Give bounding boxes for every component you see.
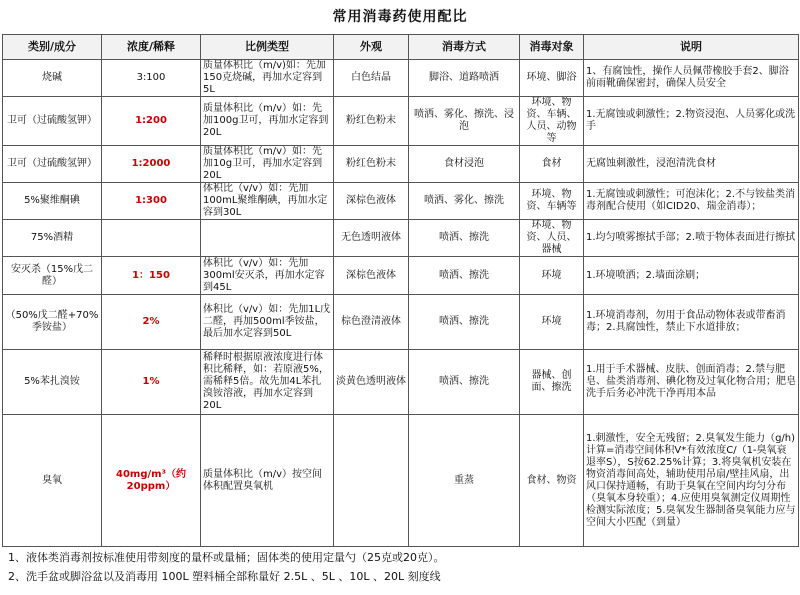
page-title: 常用消毒药使用配比 <box>332 9 468 25</box>
target-cell: 环境、物资、人员、器械 <box>520 220 584 257</box>
header-target: 消毒对象 <box>520 35 584 60</box>
note-cell: 1.均匀喷雾擦拭手部；2.喷于物体表面进行擦拭 <box>584 220 799 257</box>
table-row <box>3 350 799 415</box>
ratio-type-cell: 稀释时根据原液浓度进行体积比稀释，如：若原液5%，需稀释5倍。故先加4L苯扎溴铵溶液，再加水定容到20L <box>201 350 334 415</box>
appearance-cell: 淡黄色透明液体 <box>334 350 409 415</box>
method-cell: 喷洒、雾化、擦洗 <box>409 183 520 220</box>
method-cell: 重蒸 <box>409 415 520 547</box>
method-cell: 脚浴、道路喷洒 <box>409 60 520 97</box>
appearance-cell: 白色结晶 <box>334 60 409 97</box>
target-cell: 环境 <box>520 295 584 350</box>
note-cell: 1.环境消毒剂，勿用于食品动物体表或带畜消毒；2.具腐蚀性，禁止下水道排放； <box>584 295 799 350</box>
ratio-type-cell: 质量体积比（m/v)如：先加150克烧碱，再加水定容到5L <box>201 60 334 97</box>
note-cell: 1.无腐蚀或刺激性；2.物资浸泡、人员雾化或洗手 <box>584 97 799 146</box>
target-cell: 环境 <box>520 257 584 295</box>
appearance-cell: 深棕色液体 <box>334 183 409 220</box>
table-row <box>3 60 799 97</box>
concentration-cell: 1：150 <box>102 257 201 295</box>
target-cell: 器械、创面、擦洗 <box>520 350 584 415</box>
ratio-type-cell: 质量体积比（m/v）如：先加100g卫可，再加水定容到20L <box>201 97 334 146</box>
appearance-cell <box>334 415 409 547</box>
concentration-cell: 1:2000 <box>102 146 201 183</box>
table-row <box>3 146 799 183</box>
concentration-cell: 3:100 <box>102 60 201 97</box>
footnote: 1、液体类消毒剂按标准使用带刻度的量杯或量桶；固体类的使用定量勺（25克或20克）。 <box>8 551 445 564</box>
header-concentration: 浓度/稀释 <box>102 35 201 60</box>
category-cell: 卫可（过硫酸氢钾） <box>3 146 102 183</box>
target-cell: 食材 <box>520 146 584 183</box>
method-cell: 喷洒、擦洗 <box>409 257 520 295</box>
header-row <box>3 35 799 60</box>
category-cell: 5%聚维酮碘 <box>3 183 102 220</box>
category-cell: 安灭杀（15%戊二醛） <box>3 257 102 295</box>
table-row <box>3 183 799 220</box>
category-cell: 75%酒精 <box>3 220 102 257</box>
category-cell: 烧碱 <box>3 60 102 97</box>
category-cell: 卫可（过硫酸氢钾） <box>3 97 102 146</box>
appearance-cell: 粉红色粉末 <box>334 97 409 146</box>
note-cell: 无腐蚀刺激性，浸泡清洗食材 <box>584 146 799 183</box>
concentration-cell: 1% <box>102 350 201 415</box>
concentration-cell: 2% <box>102 295 201 350</box>
table-row <box>3 97 799 146</box>
category-cell: （50%戊二醛+70%季铵盐） <box>3 295 102 350</box>
category-cell: 臭氧 <box>3 415 102 547</box>
target-cell: 环境、脚浴 <box>520 60 584 97</box>
note-cell: 1.环境喷洒；2.墙面涂刷； <box>584 257 799 295</box>
ratio-type-cell: 质量体积比（m/v）如：先加10g卫可，再加水定容到20L <box>201 146 334 183</box>
target-cell: 食材、物资 <box>520 415 584 547</box>
ratio-type-cell: 体积比（v/v）如：先加100mL聚维酮碘，再加水定容到30L <box>201 183 334 220</box>
appearance-cell: 无色透明液体 <box>334 220 409 257</box>
header-category: 类别/成分 <box>3 35 102 60</box>
ratio-type-cell: 体积比（v/v）如：先加300ml安灭杀，再加水定容到45L <box>201 257 334 295</box>
footnotes <box>8 548 445 586</box>
appearance-cell: 棕色澄清液体 <box>334 295 409 350</box>
concentration-cell: 40mg/m³（约20ppm） <box>102 415 201 547</box>
note-cell: 1.无腐蚀或刺激性；可泡沫化；2.不与铵盐类消毒剂配合使用（如CID20、瑞金消毒）； <box>584 183 799 220</box>
target-cell: 环境、物资、车辆等 <box>520 183 584 220</box>
target-cell: 环境、物资、车辆、人员、动物等 <box>520 97 584 146</box>
method-cell: 喷洒、雾化、擦洗、浸泡 <box>409 97 520 146</box>
concentration-cell: 1:200 <box>102 97 201 146</box>
ratio-type-cell <box>201 220 334 257</box>
note-cell: 1、有腐蚀性，操作人员佩带橡胶手套2、脚浴前雨靴确保密封，确保人员安全 <box>584 60 799 97</box>
method-cell: 喷洒、擦洗 <box>409 350 520 415</box>
footnote: 2、洗手盆或脚浴盆以及消毒用 100L 塑料桶全部称量好 2.5L 、5L 、10L 、20L 刻度线 <box>8 570 441 583</box>
concentration-cell: 1:300 <box>102 183 201 220</box>
method-cell: 喷洒、擦洗 <box>409 295 520 350</box>
disinfectant-table <box>2 34 799 547</box>
table-row <box>3 220 799 257</box>
table-row <box>3 295 799 350</box>
header-ratio-type: 比例类型 <box>201 35 334 60</box>
header-appearance: 外观 <box>334 35 409 60</box>
appearance-cell: 深棕色液体 <box>334 257 409 295</box>
concentration-cell <box>102 220 201 257</box>
note-cell: 1.用于手术器械、皮肤、创面消毒；2.禁与肥皂、盐类消毒剂、碘化物及过氧化物合用；肥皂洗手后务必冲洗干净再用本品 <box>584 350 799 415</box>
category-cell: 5%苯扎溴铵 <box>3 350 102 415</box>
header-method: 消毒方式 <box>409 35 520 60</box>
method-cell: 食材浸泡 <box>409 146 520 183</box>
appearance-cell: 粉红色粉末 <box>334 146 409 183</box>
note-cell: 1.刺激性，安全无残留；2.臭氧发生能力（g/h)计算=消毒空间体积V*有效浓度C/（1-臭氧衰退率S），S按62.25%计算；3.将臭氧机安装在物资消毒间高处，辅助使用吊扇/壁挂风扇，出风口保持通畅，有助于臭氧在空间内均匀分布（臭氧本身较重）；4.应使用臭氧测定仪周期性检测实际浓度；5.臭氧发生器制备臭氧能力应与空间大小匹配（到量） <box>584 415 799 547</box>
header-note: 说明 <box>584 35 799 60</box>
method-cell: 喷洒、擦洗 <box>409 220 520 257</box>
table-row <box>3 415 799 547</box>
ratio-type-cell: 体积比（v/v）如：先加1L戊二醛，再加500ml季铵盐，最后加水定容到50L <box>201 295 334 350</box>
ratio-type-cell: 质量体积比（m/v）按空间体积配置臭氧机 <box>201 415 334 547</box>
table-row <box>3 257 799 295</box>
